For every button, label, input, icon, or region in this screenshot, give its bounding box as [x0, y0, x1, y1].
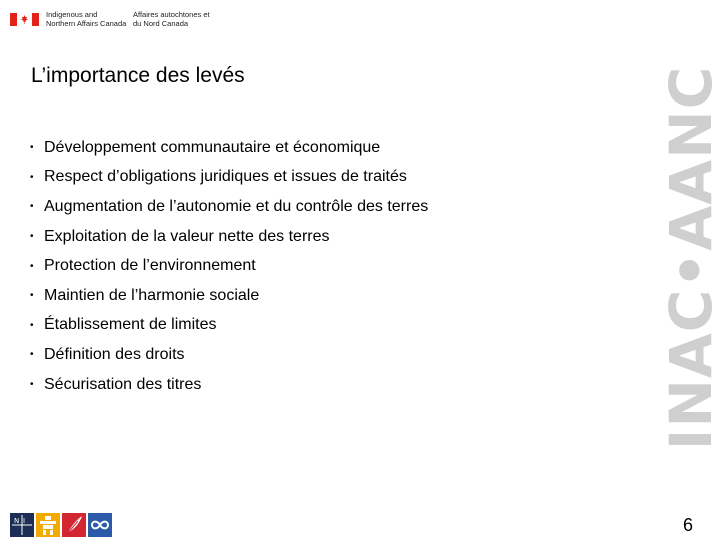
brand-text: INAC•AANC	[657, 65, 725, 451]
bullet-item	[30, 222, 428, 252]
brand-watermark	[657, 18, 725, 498]
bullet-item	[30, 251, 428, 281]
bullet-text: Développement communautaire et économique	[44, 138, 381, 156]
bullet-item	[30, 311, 428, 341]
bullet-marker: •	[30, 349, 34, 361]
bullet-text: Établissement de limites	[44, 316, 217, 334]
bullet-marker: •	[30, 290, 34, 302]
program-icons	[10, 513, 114, 537]
canada-flag-icon	[10, 13, 39, 26]
bullet-item	[30, 281, 428, 311]
bullet-marker: •	[30, 319, 34, 331]
bullet-text: Sécurisation des titres	[44, 375, 202, 393]
bullet-item	[30, 163, 428, 193]
bullet-item	[30, 340, 428, 370]
government-signature	[10, 11, 213, 31]
bullet-text: Exploitation de la valeur nette des terres	[44, 227, 330, 245]
bullet-item	[30, 133, 428, 163]
feather-icon	[62, 513, 86, 537]
slide-title: L’importance des levés	[31, 64, 245, 87]
bullet-marker: •	[30, 142, 34, 154]
bullet-item	[30, 370, 428, 400]
svg-text:N: N	[14, 517, 20, 525]
bullet-item	[30, 192, 428, 222]
bullet-marker: •	[30, 379, 34, 391]
bullet-marker: •	[30, 231, 34, 243]
inukshuk-icon	[36, 513, 60, 537]
bullet-list	[30, 133, 428, 399]
bullet-text: Définition des droits	[44, 345, 185, 363]
bullet-marker: •	[30, 260, 34, 272]
bullet-text: Protection de l’environnement	[44, 257, 256, 275]
bullet-text: Augmentation de l’autonomie et du contrôle des terres	[44, 197, 429, 215]
page-number: 6	[683, 515, 694, 535]
infinity-icon	[88, 513, 112, 537]
bullet-text: Maintien de l’harmonie sociale	[44, 286, 260, 304]
ni-compass-icon	[10, 513, 34, 537]
bullet-text: Respect d’obligations juridiques et issues de traités	[44, 168, 407, 186]
svg-text:I: I	[23, 517, 26, 525]
department-name-fr: Affaires autochtones et du Nord Canada	[133, 10, 210, 28]
bullet-marker: •	[30, 201, 34, 213]
department-name-en: Indigenous and Northern Affairs Canada	[46, 10, 127, 28]
bullet-marker: •	[30, 171, 34, 183]
